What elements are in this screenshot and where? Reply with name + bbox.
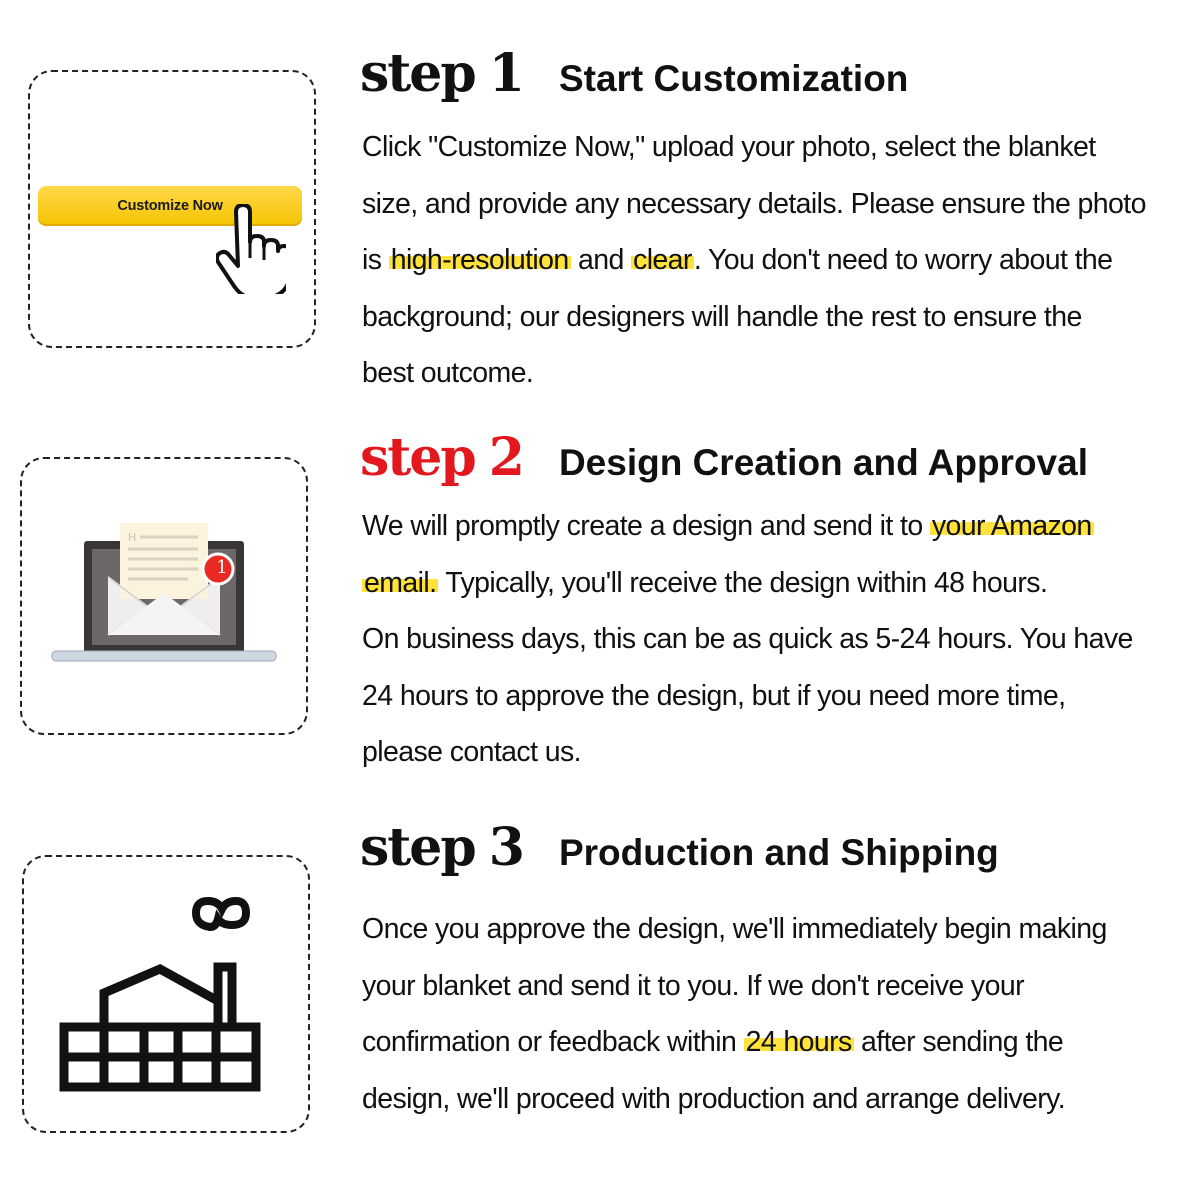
body-line [362, 668, 1192, 725]
body-text: On business days, this can be as quick as 5-24 hours. You have [362, 623, 1133, 655]
factory-icon [58, 897, 268, 1097]
step3-title: Production and Shipping [558, 832, 999, 873]
body-line [362, 958, 1192, 1015]
body-text: background; our designers will handle the rest to ensure the [362, 300, 1082, 333]
body-line [362, 1014, 1192, 1071]
step2-word: step [360, 427, 475, 488]
body-line [362, 1071, 1192, 1128]
notification-badge-count: 1 [216, 557, 228, 578]
step1-title: Start Customization [558, 58, 909, 99]
body-text: and [570, 244, 632, 276]
body-line [362, 119, 1192, 176]
step1-number: 1 [488, 43, 525, 104]
step3-word: step [360, 817, 475, 878]
customize-now-button[interactable]: Customize Now [38, 186, 302, 226]
body-text: best outcome. [362, 357, 534, 389]
body-text: confirmation or feedback within [362, 1026, 744, 1058]
step1-word: step [360, 43, 475, 104]
step1-heading [360, 43, 909, 104]
body-text: your blanket and send it to you. If we don't receive your [362, 969, 1024, 1002]
body-line [362, 176, 1192, 233]
step3-icon-box [22, 855, 310, 1133]
step1-icon-box [28, 70, 316, 348]
body-line [362, 345, 1192, 402]
step2-icon-box [20, 457, 308, 735]
highlighted-text: your Amazon [931, 510, 1092, 542]
step2-heading [360, 427, 1088, 488]
step2-title: Design Creation and Approval [558, 442, 1088, 483]
step2-body [362, 498, 1192, 781]
body-line [362, 232, 1192, 289]
body-text: is [362, 244, 389, 276]
body-text: . You don't need to worry about the [693, 244, 1113, 276]
body-line [362, 611, 1192, 668]
highlighted-text: high-resolution [390, 244, 569, 276]
step3-body [362, 901, 1192, 1127]
step3-number: 3 [488, 817, 525, 878]
highlighted-text: email. [364, 566, 437, 599]
body-text: design, we'll proceed with production and arrange delivery. [362, 1082, 1066, 1115]
hand-pointer-icon [216, 204, 286, 294]
highlighted-text: 24 hours [745, 1026, 852, 1058]
highlighted-text: clear [633, 244, 692, 276]
body-text: Typically, you'll receive the design within 48 hours. [438, 566, 1048, 599]
body-text: after sending the [853, 1026, 1064, 1058]
body-text: size, and provide any necessary details. Please ensure the photo [362, 187, 1146, 220]
body-line [362, 901, 1192, 958]
body-text: We will promptly create a design and send it to [362, 510, 930, 542]
body-text: 24 hours to approve the design, but if you need more time, [362, 679, 1066, 712]
body-line [362, 498, 1192, 555]
step2-number: 2 [488, 427, 525, 488]
body-line [362, 724, 1192, 781]
step1-body [362, 119, 1192, 402]
body-text: Once you approve the design, we'll immediately begin making [362, 913, 1107, 945]
laptop-email-icon [48, 519, 280, 671]
body-text: please contact us. [362, 736, 581, 768]
body-text: Click "Customize Now," upload your photo, select the blanket [362, 131, 1096, 163]
svg-text:H: H [128, 531, 137, 544]
body-line [362, 555, 1192, 612]
step3-heading [360, 817, 999, 878]
body-line [362, 289, 1192, 346]
